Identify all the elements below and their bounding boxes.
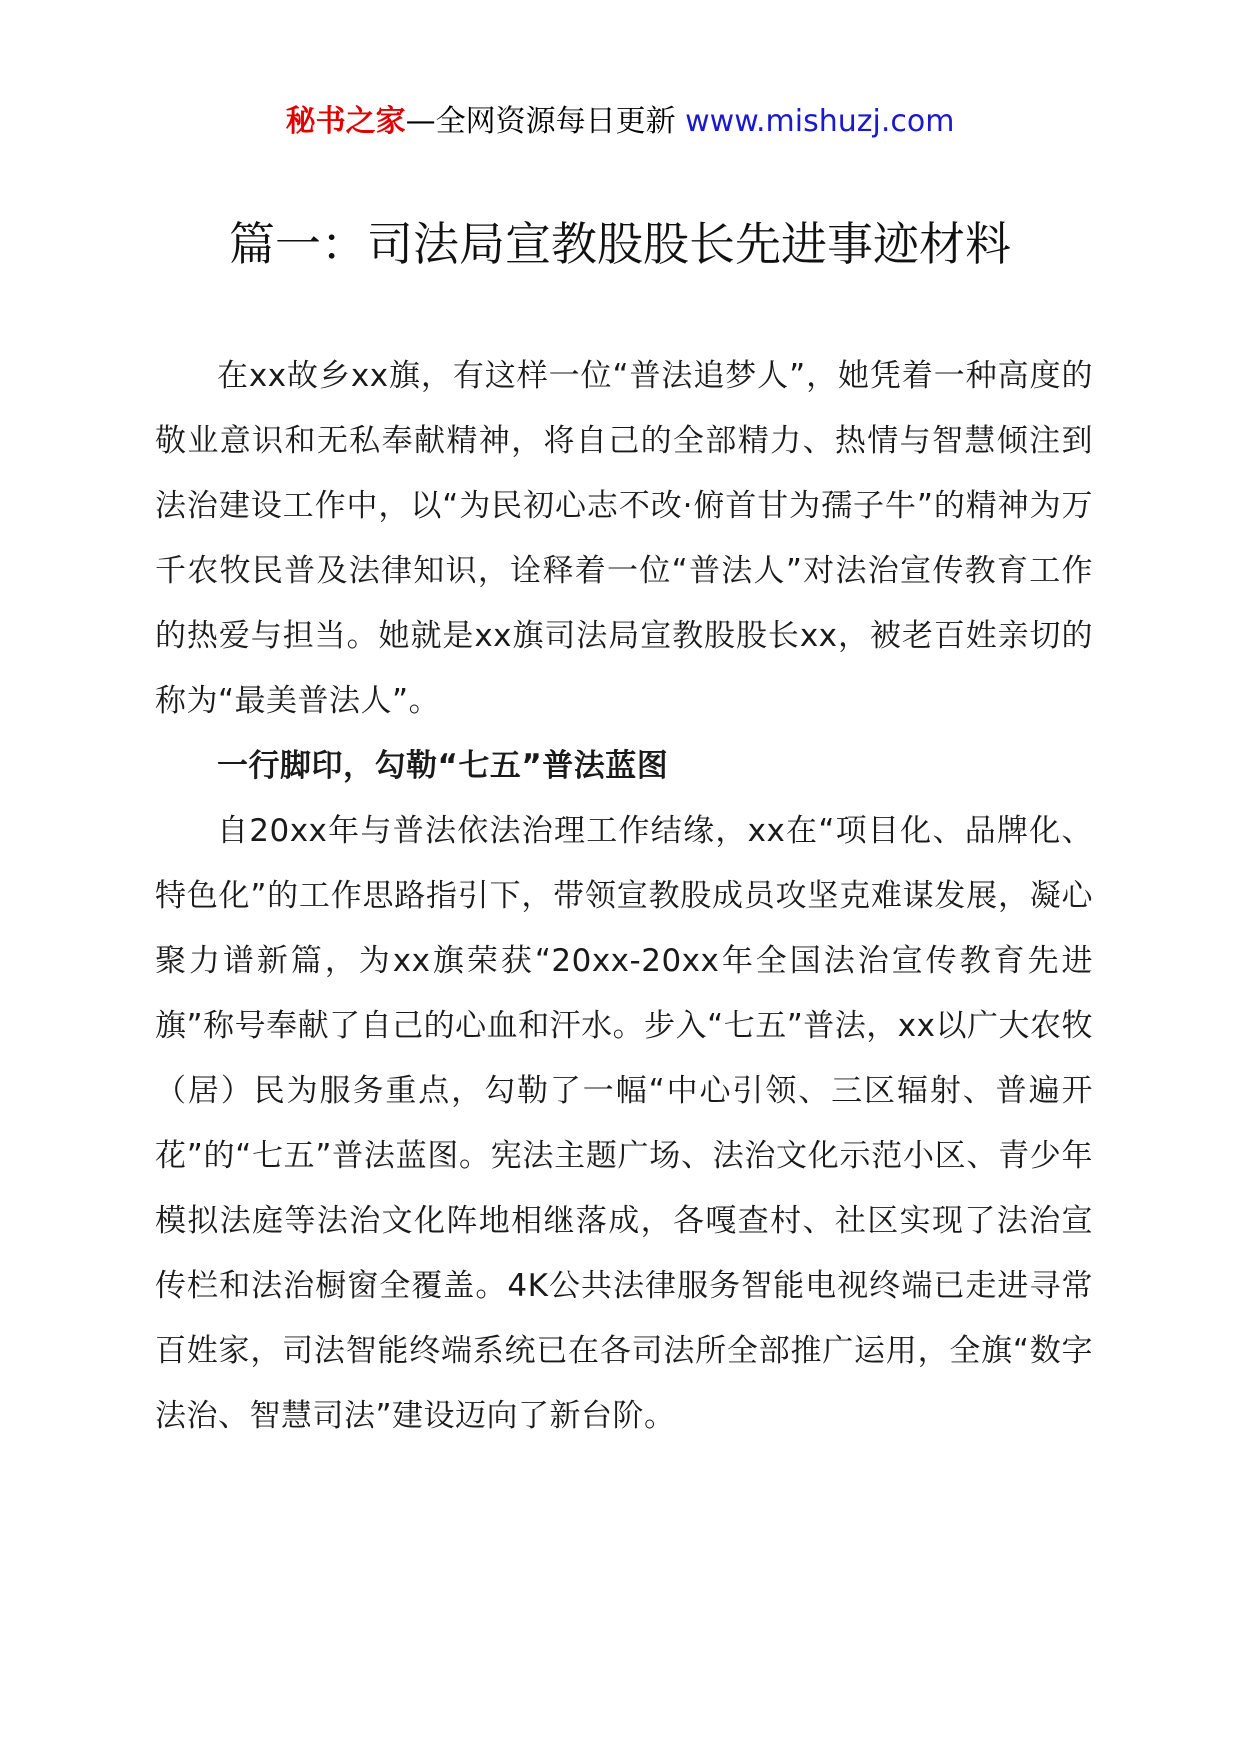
document-title: 篇一：司法局宣教股股长先进事迹材料 [229,217,1011,271]
section-paragraph: 自20xx年与普法依法治理工作结缘，xx在“项目化、品牌化、特色化”的工作思路指引下，带领宣教股成员攻坚克难谋发展，凝心聚力谱新篇，为xx旗荣获“20xx-20xx年全国法治宣传教育先进旗”称号奉献了自己的心血和汗水。步入“七五”普法，xx以广大农牧（居）民为服务重点，勾勒了一幅“中心引领、三区辐射、普遍开花”的“七五”普法蓝图。宪法主题广场、法治文化示范小区、青少年模拟法庭等法治文化阵地相继落成，各嘎查村、社区实现了法治宣传栏和法治橱窗全覆盖。4K公共法律服务智能电视终端已走进寻常百姓家，司法智能终端系统已在各司法所全部推广运用，全旗“数字法治、智慧司法”建设迈向了新台阶。 [155,813,1093,1434]
intro-paragraph: 在xx故乡xx旗，有这样一位“普法追梦人”，她凭着一种高度的敬业意识和无私奉献精神，将自己的全部精力、热情与智慧倾注到法治建设工作中，以“为民初心志不改·俯首甘为孺子牛”的精神为万千农牧民普及法律知识，诠释着一位“普法人”对法治宣传教育工作的热爱与担当。她就是xx旗司法局宣教股股长xx，被老百姓亲切的称为“最美普法人”。 [155,358,1093,719]
document-body [155,344,1093,1449]
brand-name: 秘书之家 [285,104,406,139]
section-heading: 一行脚印，勾勒“七五”普法蓝图 [217,748,669,784]
header-tagline: —全网资源每日更新 [405,104,676,139]
page-header [0,100,1240,144]
website-link[interactable]: www.mishuzj.com [685,104,955,139]
